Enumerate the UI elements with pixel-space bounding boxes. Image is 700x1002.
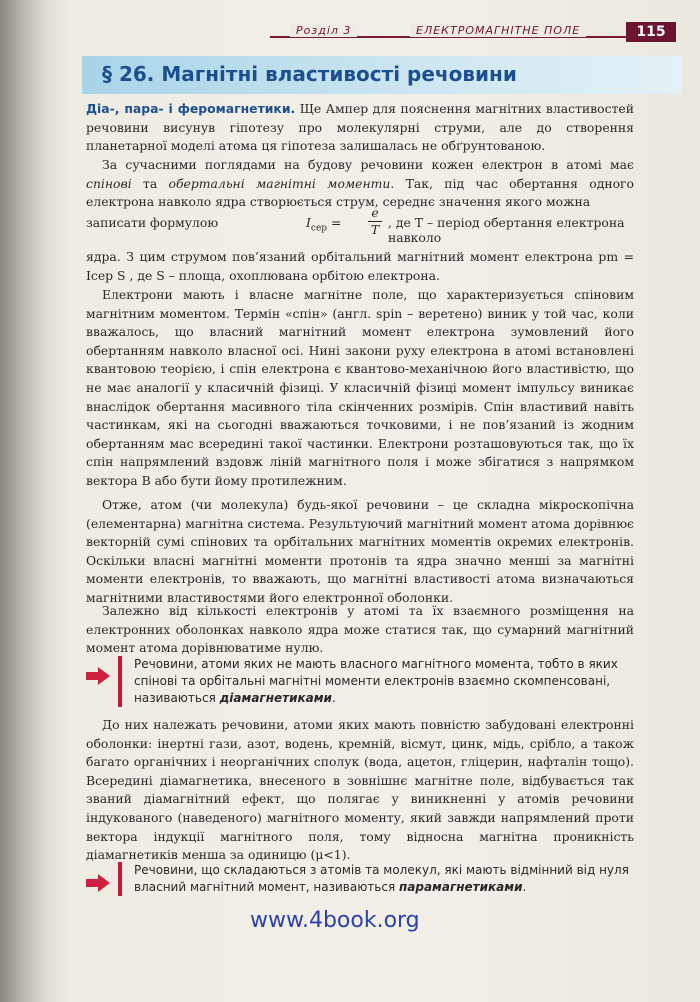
fraction-denominator: T — [370, 222, 380, 237]
paragraph-5: Отже, атом (чи молекула) будь-якої речовини – це складна мікроскопічна (елементарна) магнітна система. Результуючий магнітний момент атома дорівнює векторній сумі спінових та орбітальних магнітних моментів окремих електронів. Оскільки власні магнітні моменти протонів та ядра значно менші за магнітні моменти електронів, то вважають, що магнітні властивості атома визначаються магнітними властивостями його електронної оболонки. — [86, 497, 634, 605]
text-run: . Так, під час обертання одного електрона навколо ядра створюється струм, середнє значення якого можна — [86, 175, 634, 210]
term-orbital: обертальні магнітні моменти — [168, 175, 391, 191]
pointer-arrow-icon — [84, 872, 112, 894]
section-title-bar — [82, 56, 682, 94]
term-spin: спінові — [86, 175, 132, 191]
paragraph-lead: Діа-, пара- і феромагнетики. — [86, 101, 296, 116]
formula-lhs: $I_{сер}$ = — [306, 215, 342, 234]
paragraph-text: Ще Ампер для пояснення магнітних властивостей речовини висунув гіпотезу про молекулярні струми, але до створення планетарної моделі атома ця гіпотеза залишалась не обґрунтованою. — [86, 101, 634, 154]
section-label: Розділ 3 — [290, 24, 357, 37]
definition-end: . — [522, 880, 527, 894]
paragraph-6: Залежно від кількості електронів у атомі та їх взаємного розміщення на електронних оболонках навколо ядра може статися так, що сумарний магнітний момент атома дорівнюватиме нулю. — [86, 603, 634, 656]
formula-trailing-text: , де T – період обертання електрона навколо — [388, 215, 625, 245]
definition-diamagnetics — [118, 656, 634, 707]
formula-lhs-symbol: I — [306, 215, 311, 230]
paragraph-1 — [86, 100, 634, 156]
section-title: § 26. Магнітні властивості речовини — [102, 62, 517, 86]
definition-term: парамагнетиками — [398, 880, 523, 894]
text-run: За сучасними поглядами на будову речовини кожен електрон в атомі має — [102, 157, 634, 172]
paragraph-7: До них належать речовини, атоми яких мають повністю забудовані електронні оболонки: інертні гази, азот, водень, кремній, вісмут, цинк, мідь, срібло, а також багато органічних і неорганічних сполук (вода, ацетон, гліцерин, нафталін тощо). Всередині діамагнетика, внесеного в зовнішнє магнітне поле, відбувається так званий діамагнітний ефект, що полягає у виникненні у атомів речовини індукованого (наведеного) магнітного моменту, який завжди напрямлений проти вектора індукції магнітного поля, тому відносна магнітна проникність діамагнетиків менша за одиницю (μ<1). — [86, 717, 634, 863]
definition-text: Речовини, атоми яких не мають власного магнітного момента, тобто в яких спінові та орбітальні магнітні моменти електронів взаємно скомпенсовані, називаються — [134, 657, 618, 705]
formula-lead-text: записати формулою — [86, 215, 219, 230]
definition-term: діамагнетиками — [219, 691, 332, 705]
formula-line — [86, 205, 634, 245]
formula-lhs-sub: сер — [310, 223, 328, 234]
definition-end: . — [331, 691, 336, 705]
formula-fraction — [368, 205, 382, 238]
paragraph-3: ядра. З цим струмом пов’язаний орбітальний магнітний момент електрона pm = Iсер S , де S – площа, охоплювана орбітою електрона. — [86, 249, 634, 283]
chapter-label: ЕЛЕКТРОМАГНІТНЕ ПОЛЕ — [410, 24, 586, 37]
pointer-arrow-icon — [84, 665, 112, 687]
watermark-link[interactable]: www.4book.org — [250, 908, 420, 933]
definition-text: Речовини, що складаються з атомів та молекул, які мають відмінний від нуля власний магнітний момент, називаються — [134, 863, 629, 894]
paragraph-4: Електрони мають і власне магнітне поле, що характеризується спіновим магнітним моментом. Термін «спін» (англ. spin – веретено) виник у той час, коли вважалось, що власний магнітний момент електрона зумовлений його обертанням навколо власної осі. Нині закони руху електрона в атомі встановлені квантовою теорією, і спін електрона є квантово-механічною його властивістю, що не має аналогії у класичній фізиці. У класичній фізиці момент імпульсу виникає внаслідок обертання масивного тіла скінченних розмірів. Спін властивий навіть частинкам, які на сьогодні вважаються точковими, і не пов’язаний із жодним обертанням мас всередині такої частинки. Електрони розташовуються так, що їх спін напрямлений вздовж ліній магнітного поля і може збігатися з напрямком вектора B або бути йому протилежним. — [86, 287, 634, 488]
page-number: 115 — [626, 22, 676, 42]
fraction-numerator: e — [368, 205, 382, 222]
paragraph-2 — [86, 156, 634, 212]
text-run: та — [131, 175, 169, 191]
definition-paramagnetics — [118, 862, 634, 896]
